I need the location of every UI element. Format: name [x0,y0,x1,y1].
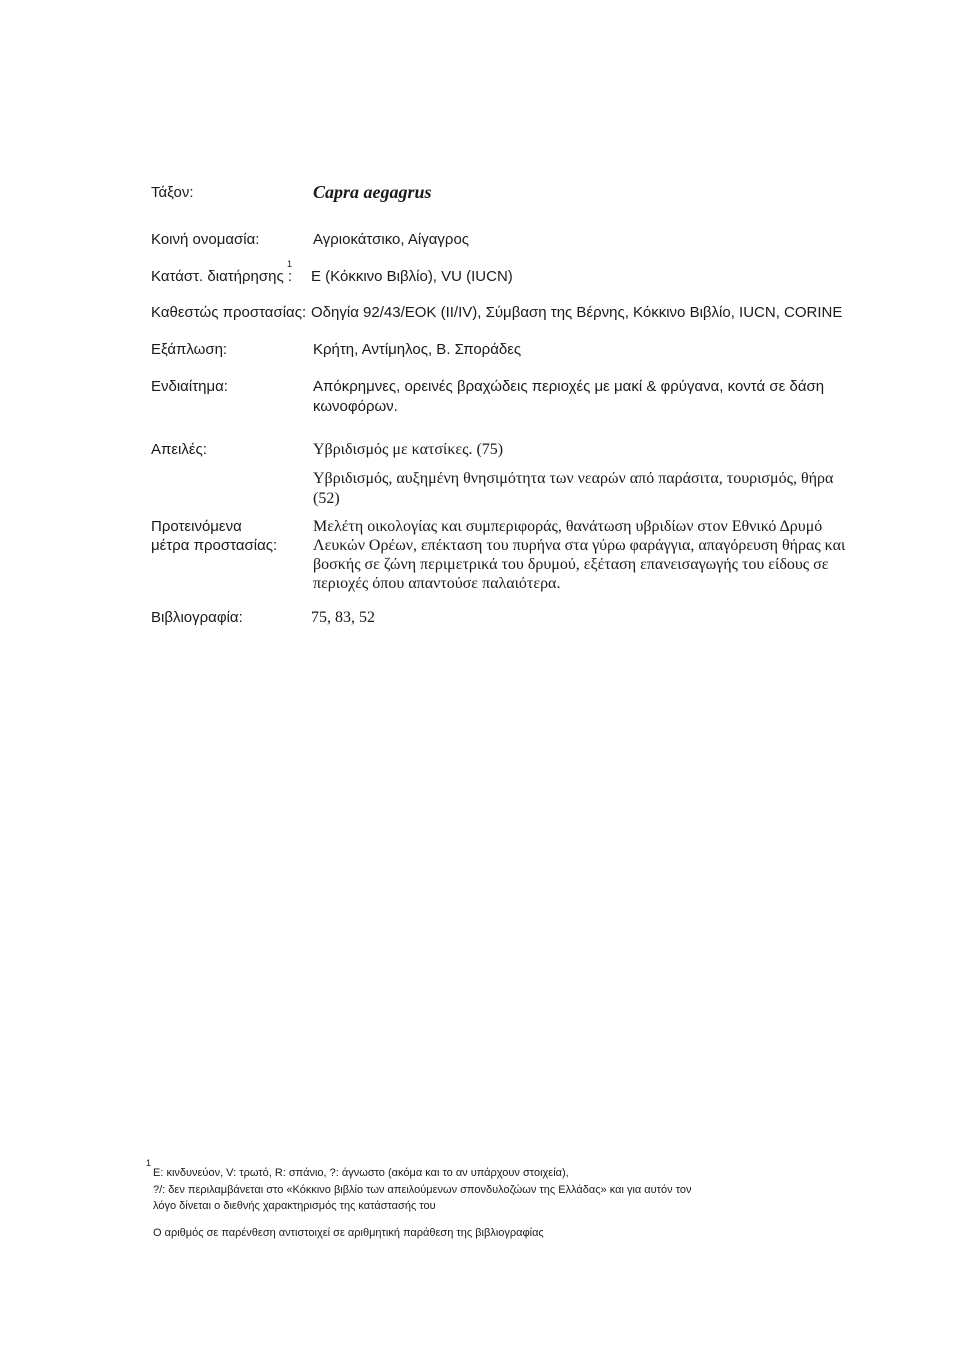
threats-line: Υβριδισμός, αυξημένη θνησιμότητα των νεαρών από παράσιτα, τουρισμός, θήρα [313,470,834,487]
measures-line: Λευκών Ορέων, επέκταση του πυρήνα στα γύρω φαράγγια, απαγόρευση θήρας και [313,537,846,554]
bibliography-note: Ο αριθμός σε παρένθεση αντιστοιχεί σε αριθμητική παράθεση της βιβλιογραφίας [153,1227,544,1239]
common-name-label: Κοινή ονομασία: [151,231,260,248]
footnote-line: λόγο δίνεται ο διεθνής χαρακτηρισμός της κατάστασής του [153,1200,436,1212]
footnote-mark: 1 [146,1158,152,1168]
threats-line: Υβριδισμός με κατσίκες. (75) [313,441,504,458]
measures-line: Μελέτη οικολογίας και συμπεριφοράς, θανάτωση υβριδίων στον Εθνικό Δρυμό [313,518,823,535]
measures-line: περιοχές όπου απαντούσε παλαιότερα. [313,575,561,592]
protection-regime-value: Οδηγία 92/43/ΕΟΚ (II/IV), Σύμβαση της Βέρνης, Κόκκινο Βιβλίο, IUCN, CORINE [311,304,843,321]
taxon-value: Capra aegagrus [313,182,432,202]
common-name-value: Αγριοκάτσικο, Αίγαγρος [313,231,470,248]
distribution-label: Εξάπλωση: [151,341,228,358]
threats-label: Απειλές: [151,441,207,458]
habitat-line: Απόκρημνες, ορεινές βραχώδεις περιοχές με μακί & φρύγανα, κοντά σε δάση [313,378,825,395]
status-footnote-mark: 1 [287,259,293,269]
bibliography-value: 75, 83, 52 [311,609,375,626]
distribution-value: Κρήτη, Αντίμηλος, Β. Σποράδες [313,341,522,358]
protection-regime-label: Καθεστώς προστασίας: [151,304,307,321]
bibliography-label: Βιβλιογραφία: [151,609,243,626]
taxon-label: Τάξον: [151,184,194,201]
footnote-line: ?/: δεν περιλαμβάνεται στο «Κόκκινο βιβλίο των απειλούμενων σπονδυλοζώων της Ελλάδας» και για αυτόν τον [153,1184,692,1196]
conservation-status-value: E (Κόκκινο Βιβλίο), VU (IUCN) [311,268,513,285]
conservation-status-label: Κατάστ. διατήρησης : [151,268,293,285]
threats-line: (52) [313,490,340,507]
habitat-line: κωνοφόρων. [313,398,398,415]
measures-line: βοσκής σε ζώνη περιμετρικά του δρυμού, εξέταση επανεισαγωγής του είδους σε [313,556,829,573]
footnote-line: E: κινδυνεύον, V: τρωτό, R: σπάνιο, ?: άγνωστο (ακόμα και το αν υπάρχουν στοιχεία), [153,1167,569,1179]
measures-label-line: μέτρα προστασίας: [151,537,278,554]
habitat-label: Ενδιαίτημα: [151,378,228,395]
measures-label-line: Προτεινόμενα [151,518,242,535]
